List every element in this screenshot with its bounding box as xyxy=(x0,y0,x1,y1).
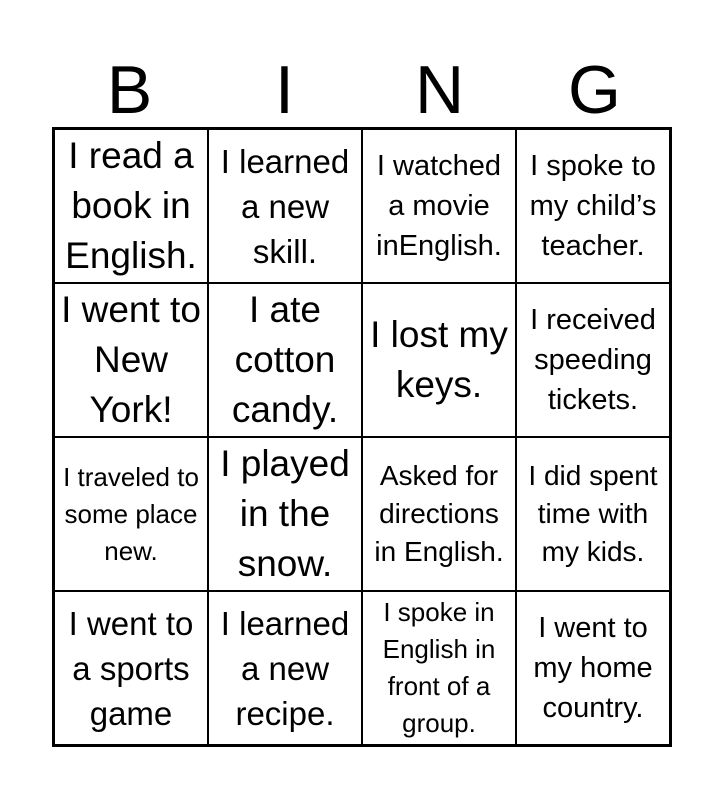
bingo-cell[interactable] xyxy=(54,437,208,591)
cell-text: I did spent time with my kids. xyxy=(528,460,658,567)
bingo-cell[interactable] xyxy=(362,283,516,437)
bingo-cell[interactable] xyxy=(362,591,516,745)
cell-text: Asked for directions in English. xyxy=(374,460,504,567)
bingo-cell[interactable] xyxy=(362,129,516,283)
bingo-card xyxy=(52,127,672,747)
cell-text: I learned a new recipe. xyxy=(220,604,350,732)
cell-text: I traveled to some place new. xyxy=(63,461,199,566)
header-letter-n: N xyxy=(414,52,465,128)
bingo-cell[interactable] xyxy=(54,129,208,283)
cell-text: I spoke to my child’s teacher. xyxy=(529,150,657,262)
bingo-cell[interactable] xyxy=(362,437,516,591)
bingo-header xyxy=(52,50,672,128)
header-letter-b: B xyxy=(106,52,153,128)
cell-text: I read a book in English. xyxy=(65,135,197,276)
cell-text: I went to New York! xyxy=(61,289,201,430)
bingo-cell[interactable] xyxy=(516,283,670,437)
bingo-cell[interactable] xyxy=(516,129,670,283)
cell-text: I went to a sports game xyxy=(68,604,194,732)
bingo-cell[interactable] xyxy=(54,283,208,437)
cell-text: I learned a new skill. xyxy=(220,142,350,270)
cell-text: I lost my keys. xyxy=(370,314,508,405)
cell-text: I ate cotton candy. xyxy=(231,289,339,430)
bingo-cell[interactable] xyxy=(208,129,362,283)
bingo-cell[interactable] xyxy=(516,437,670,591)
bingo-cell[interactable] xyxy=(208,591,362,745)
bingo-cell[interactable] xyxy=(208,283,362,437)
bingo-cell[interactable] xyxy=(208,437,362,591)
cell-text: I received speeding tickets. xyxy=(530,304,656,416)
cell-text: I spoke in English in front of a group. xyxy=(382,597,496,738)
bingo-cell[interactable] xyxy=(516,591,670,745)
header-letter-i: I xyxy=(275,52,294,128)
bingo-cell[interactable] xyxy=(54,591,208,745)
cell-text: I watched a movie inEnglish. xyxy=(376,150,502,262)
cell-text: I played in the snow. xyxy=(220,443,350,584)
cell-text: I went to my home country. xyxy=(533,612,653,724)
header-letter-g: G xyxy=(568,52,621,128)
